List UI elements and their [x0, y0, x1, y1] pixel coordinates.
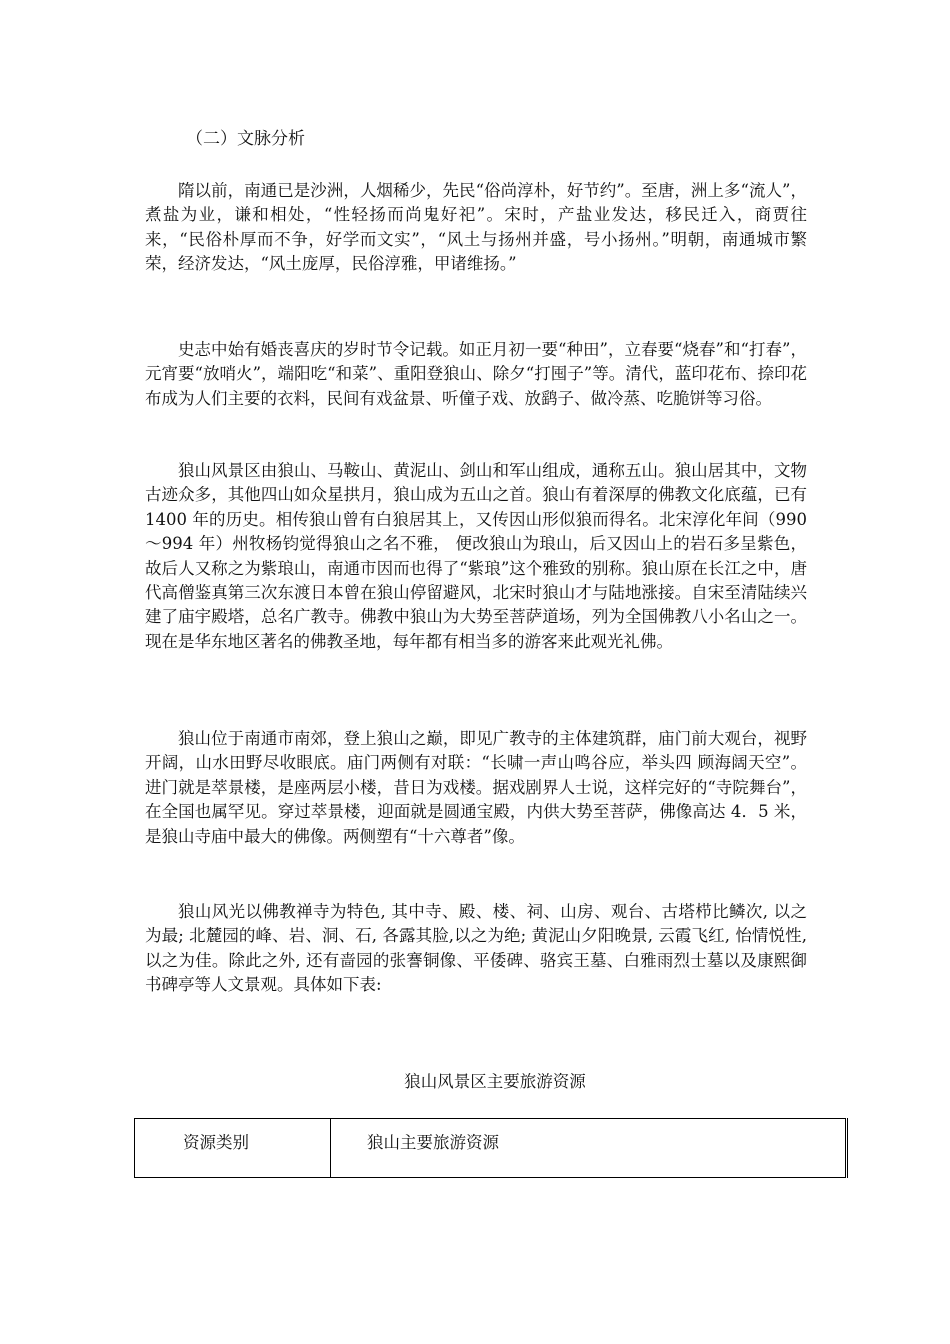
paragraph-scenery-features: 狼山风光以佛教禅寺为特色, 其中寺、殿、楼、祠、山房、观台、古塔栉比鳞次, 以之为最; 北麓园的峰、岩、洞、石, 各露其脸,以之为绝; 黄泥山夕阳晚景, 云霞飞红, 怡情悦性, 以之为佳。除此之外, 还有啬园的张謇铜像、平倭碑、骆宾王墓、白雅雨烈士墓以及康熙御书碑亭等人文景观。具体如下表: — [145, 902, 807, 995]
paragraph-guangjiao-temple: 狼山位于南通市南郊，登上狼山之巅，即见广教寺的主体建筑群，庙门前大观台，视野开阔，山水田野尽收眼底。庙门两侧有对联：“长啸一声山鸣谷应，举头四 顾海阔天空”。进门就是萃景楼，是座两层小楼，昔日为戏楼。据戏剧界人士说，这样完好的“寺院舞台”，在全国也属罕见。穿过萃景楼，迎面就是圆通宝殿，内供大势至菩萨，佛像高达 4．5 米，是狼山寺庙中最大的佛像。两侧塑有“十六尊者”像。 — [145, 729, 807, 846]
paragraph-customs: 史志中始有婚丧喜庆的岁时节令记载。如正月初一要“种田”，立春要“烧春”和“打春”，元宵要“放哨火”，端阳吃“和菜”、重阳登狼山、除夕“打囤子”等。清代，蓝印花布、捺印花布成为人们主要的衣料，民间有戏盆景、听僮子戏、放鹞子、做冷蒸、吃脆饼等习俗。 — [145, 340, 807, 408]
column-header-resources: 狼山主要旅游资源 — [331, 1119, 847, 1178]
paragraph-history: 隋以前，南通已是沙洲，人烟稀少，先民“俗尚淳朴，好节约”。至唐，洲上多“流人”，煮盐为业，谦和相处，“性轻扬而尚鬼好祀”。宋时，产盐业发达，移民迁入，商贾往来，“民俗朴厚而不争，好学而文实”，“风土与扬州并盛，号小扬州。”明朝，南通城市繁荣，经济发达，“风土庞厚，民俗淳雅，甲诸维扬。” — [145, 181, 807, 274]
section-heading: （二）文脉分析 — [186, 129, 305, 149]
resources-table — [134, 1118, 848, 1178]
table-header-row — [135, 1119, 847, 1178]
column-header-category: 资源类别 — [135, 1119, 331, 1178]
table-caption: 狼山风景区主要旅游资源 — [404, 1072, 586, 1091]
paragraph-langshan-scenic-area: 狼山风景区由狼山、马鞍山、黄泥山、剑山和军山组成，通称五山。狼山居其中，文物古迹众多，其他四山如众星拱月，狼山成为五山之首。狼山有着深厚的佛教文化底蕴，已有 1400 年的历史。相传狼山曾有白狼居其上，又传因山形似狼而得名。北宋淳化年间（990～994 年）州牧杨钧觉得狼山之名不雅， 便改狼山为琅山，后又因山上的岩石多呈紫色，故后人又称之为紫琅山，南通市因而也得了“紫琅”这个雅致的别称。狼山原在长江之中，唐代高僧鉴真第三次东渡日本曾在狼山停留避风，北宋时狼山才与陆地涨接。自宋至清陆续兴建了庙宇殿塔，总名广教寺。佛教中狼山为大势至菩萨道场，列为全国佛教八小名山之一。现在是华东地区著名的佛教圣地，每年都有相当多的游客来此观光礼佛。 — [145, 461, 807, 651]
